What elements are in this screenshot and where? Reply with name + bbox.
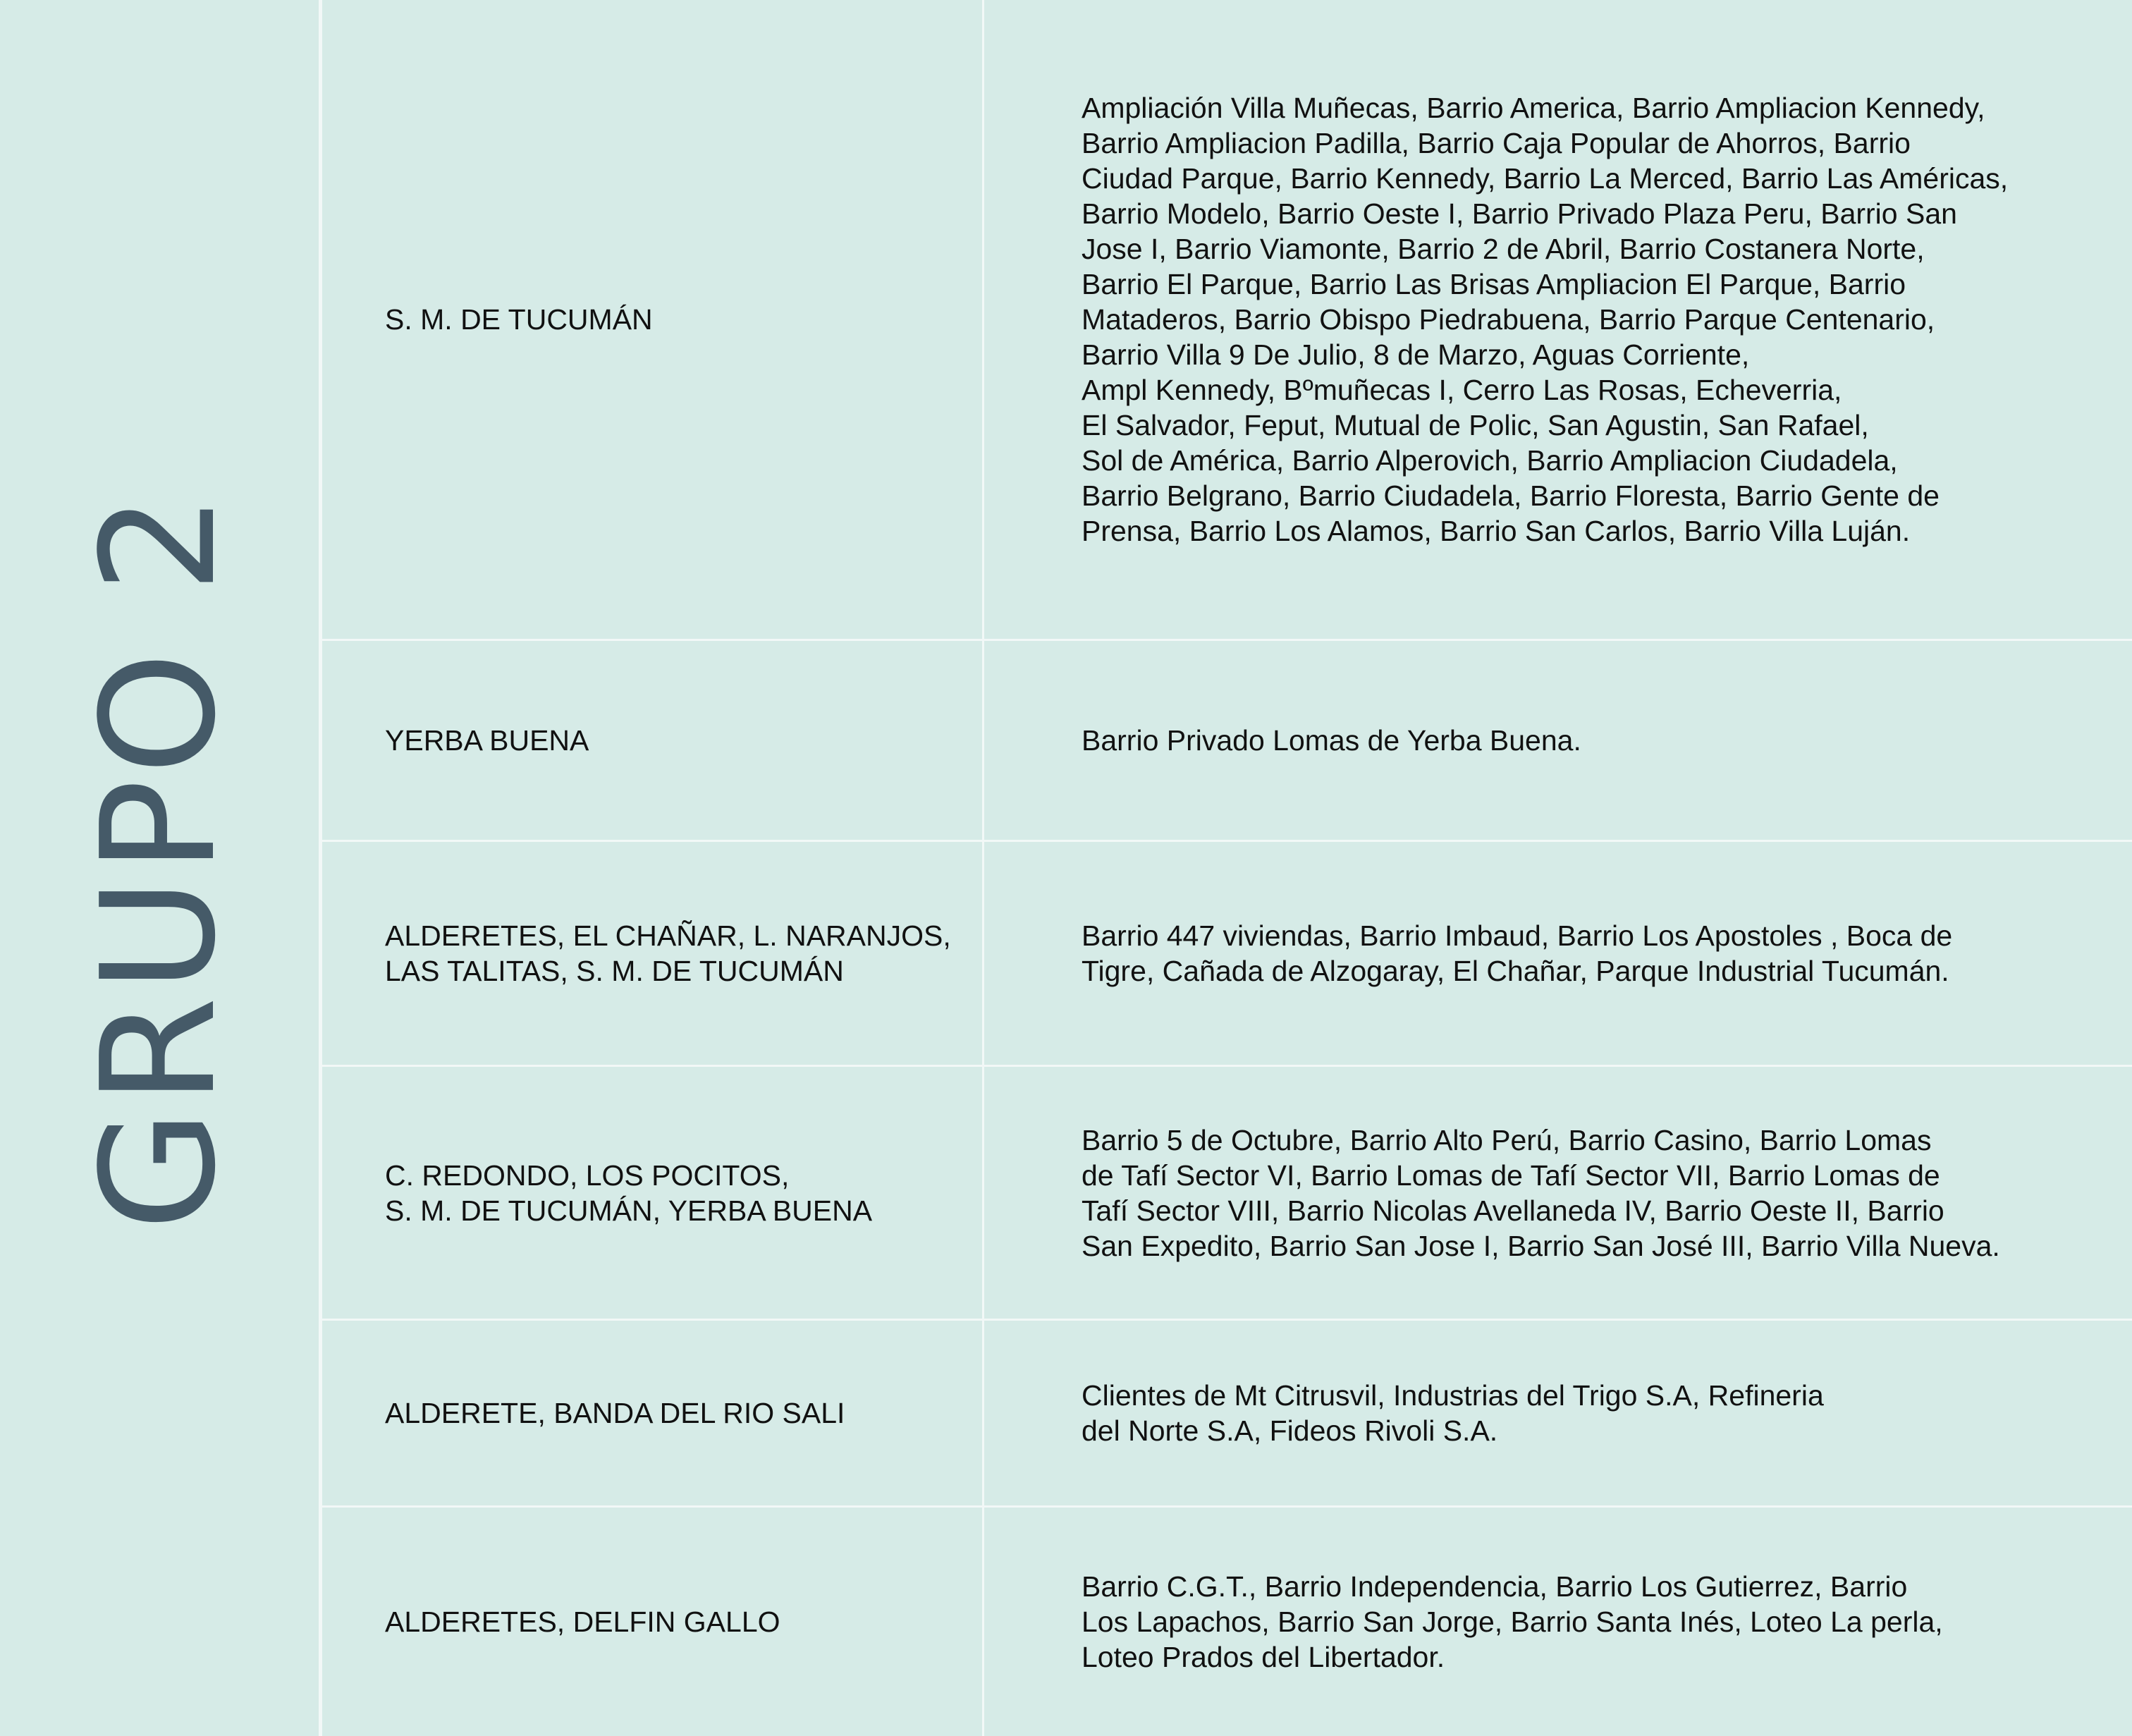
table-row (322, 641, 2132, 840)
table-row (322, 1067, 2132, 1319)
table-row (322, 1508, 2132, 1736)
locality-text: YERBA BUENA (385, 724, 589, 757)
locality-cell (385, 842, 963, 1065)
group-label: GRUPO 2 (68, 489, 250, 1231)
barrios-text: Barrio 447 viviendas, Barrio Imbaud, Barrio Los Apostoles , Boca de Tigre, Cañada de Alzogaray, El Chañar, Parque Industrial Tucumán. (1082, 919, 1953, 987)
locality-text: C. REDONDO, LOS POCITOS, S. M. DE TUCUMÁN, YERBA BUENA (385, 1159, 873, 1227)
barrios-cell (1082, 1508, 2097, 1736)
locality-cell (385, 1321, 963, 1505)
barrios-text: Barrio Privado Lomas de Yerba Buena. (1082, 724, 1581, 757)
barrios-text: Barrio 5 de Octubre, Barrio Alto Perú, Barrio Casino, Barrio Lomas de Tafí Sector VI, Barrio Lomas de Tafí Sector VII, Barrio Lomas de Tafí Sector VIII, Barrio Nicolas Avellaneda IV, Barrio Oeste II, Barrio San Expedito, Barrio San Jose I, Barrio San José III, Barrio Villa Nueva. (1082, 1123, 2000, 1262)
locality-cell (385, 1067, 963, 1319)
locality-cell (385, 0, 963, 639)
barrios-cell (1082, 641, 2097, 840)
locality-text: ALDERETES, EL CHAÑAR, L. NARANJOS, LAS TALITAS, S. M. DE TUCUMÁN (385, 919, 951, 987)
barrios-text: Clientes de Mt Citrusvil, Industrias del Trigo S.A, Refineria del Norte S.A, Fideos Rivoli S.A. (1082, 1379, 1824, 1447)
locality-cell (385, 1508, 963, 1736)
table-row (322, 0, 2132, 639)
table-row (322, 1321, 2132, 1505)
barrios-text: Barrio C.G.T., Barrio Independencia, Barrio Los Gutierrez, Barrio Los Lapachos, Barrio San Jorge, Barrio Santa Inés, Loteo La perla, Loteo Prados del Libertador. (1082, 1570, 1943, 1673)
locality-text: ALDERETE, BANDA DEL RIO SALI (385, 1397, 845, 1429)
locality-cell (385, 641, 963, 840)
barrios-cell (1082, 0, 2097, 639)
locality-text: S. M. DE TUCUMÁN (385, 303, 653, 336)
barrios-cell (1082, 842, 2097, 1065)
table-row (322, 842, 2132, 1065)
locality-text: ALDERETES, DELFIN GALLO (385, 1606, 780, 1638)
barrios-cell (1082, 1321, 2097, 1505)
barrios-cell (1082, 1067, 2097, 1319)
barrios-text: Ampliación Villa Muñecas, Barrio America, Barrio Ampliacion Kennedy, Barrio Ampliacion Padilla, Barrio Caja Popular de Ahorros, Barrio Ciudad Parque, Barrio Kennedy, Barrio La Merced, Barrio Las Américas, Barrio Modelo, Barrio Oeste I, Barrio Privado Plaza Peru, Barrio San Jose I, Barrio Viamonte, Barrio 2 de Abril, Barrio Costanera Norte, Barrio El Parque, Barrio Las Brisas Ampliacion El Parque, Barrio Mataderos, Barrio Obispo Piedrabuena, Barrio Parque Centenario, Barrio Villa 9 De Julio, 8 de Marzo, Aguas Corriente, Ampl Kennedy, Bºmuñecas I, Cerro Las Rosas, Echeverria, El Salvador, Feput, Mutual de Polic, San Agustin, San Rafael, Sol de América, Barrio Alperovich, Barrio Ampliacion Ciudadela, Barrio Belgrano, Barrio Ciudadela, Barrio Floresta, Barrio Gente de Prensa, Barrio Los Alamos, Barrio San Carlos, Barrio Villa Luján. (1082, 92, 2009, 547)
